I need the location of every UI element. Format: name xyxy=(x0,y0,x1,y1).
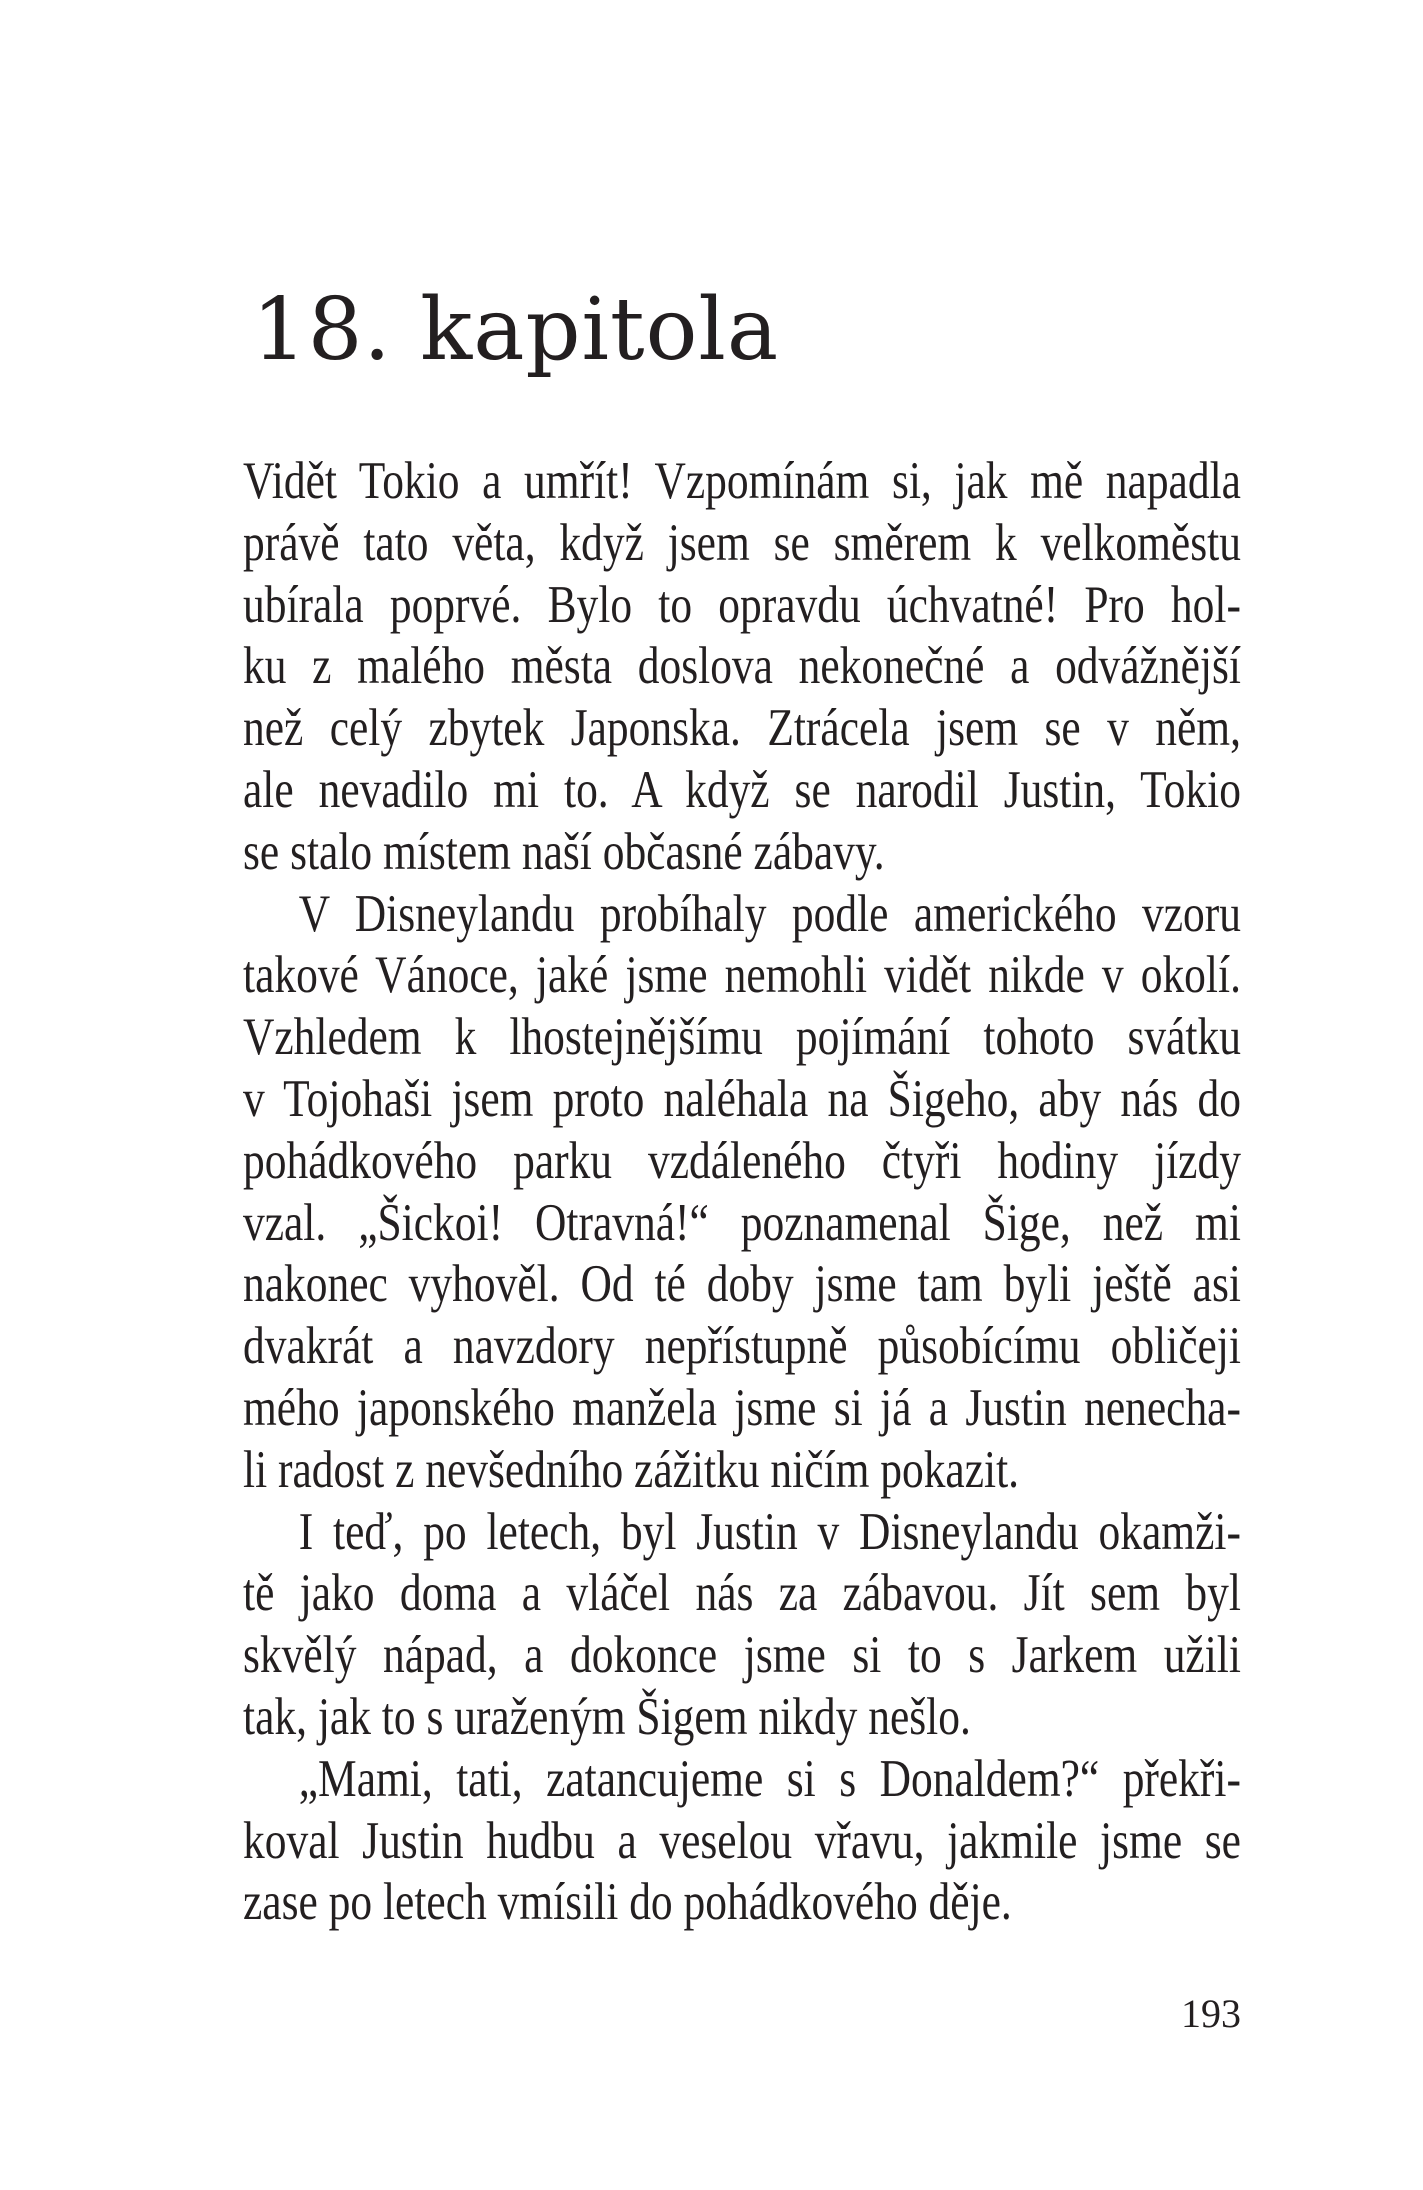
paragraph xyxy=(243,1502,1241,1749)
text-line: vzal. „Šickoi! Otravná!“ poznamenal Šige, než mi xyxy=(243,1193,1241,1252)
text-line: zase po letech vmísili do pohádkového děje. xyxy=(243,1873,1012,1932)
text-line: ale nevadilo mi to. A když se narodil Justin, Tokio xyxy=(243,760,1241,819)
text-line: pohádkového parku vzdáleného čtyři hodiny jízdy xyxy=(243,1131,1241,1190)
text-line: ubírala poprvé. Bylo to opravdu úchvatné! Pro hol- xyxy=(243,575,1241,634)
body-text xyxy=(243,451,1241,1934)
text-line: tak, jak to s uraženým Šigem nikdy nešlo. xyxy=(243,1687,971,1746)
text-line: Vzhledem k lhostejnějšímu pojímání tohoto svátku xyxy=(243,1008,1241,1067)
paragraph xyxy=(243,1749,1241,1934)
text-line: mého japonského manžela jsme si já a Justin nenecha- xyxy=(243,1378,1241,1437)
text-line: než celý zbytek Japonska. Ztrácela jsem se v něm, xyxy=(243,699,1241,758)
paragraph xyxy=(243,884,1241,1502)
paragraph xyxy=(243,451,1241,884)
text-line: tě jako doma a vláčel nás za zábavou. Jít sem byl xyxy=(243,1564,1241,1623)
text-line: V Disneylandu probíhaly podle amerického vzoru xyxy=(298,884,1241,943)
text-line: ku z malého města doslova nekonečné a odvážnější xyxy=(243,637,1241,696)
text-line: dvakrát a navzdory nepřístupně působícímu obličeji xyxy=(243,1317,1241,1376)
text-line: Vidět Tokio a umřít! Vzpomínám si, jak mě napadla xyxy=(243,452,1241,510)
text-line: se stalo místem naší občasné zábavy. xyxy=(243,822,885,881)
page-number: 193 xyxy=(1181,1991,1241,2036)
text-line: „Mami, tati, zatancujeme si s Donaldem?“ překři- xyxy=(298,1749,1241,1808)
text-line: nakonec vyhověl. Od té doby jsme tam byli ještě asi xyxy=(243,1255,1241,1314)
text-line: li radost z nevšedního zážitku ničím pokazit. xyxy=(243,1440,1020,1499)
text-line: takové Vánoce, jaké jsme nemohli vidět nikde v okolí. xyxy=(243,946,1241,1005)
text-line: I teď, po letech, byl Justin v Disneylandu okamži- xyxy=(298,1502,1241,1561)
text-line: koval Justin hudbu a veselou vřavu, jakmile jsme se xyxy=(243,1811,1241,1870)
text-line: v Tojohaši jsem proto naléhala na Šigeho, aby nás do xyxy=(243,1069,1241,1128)
text-line: skvělý nápad, a dokonce jsme si to s Jarkem užili xyxy=(243,1626,1241,1685)
text-line: právě tato věta, když jsem se směrem k velkoměstu xyxy=(243,513,1241,572)
chapter-title: 18. kapitola xyxy=(252,279,780,380)
